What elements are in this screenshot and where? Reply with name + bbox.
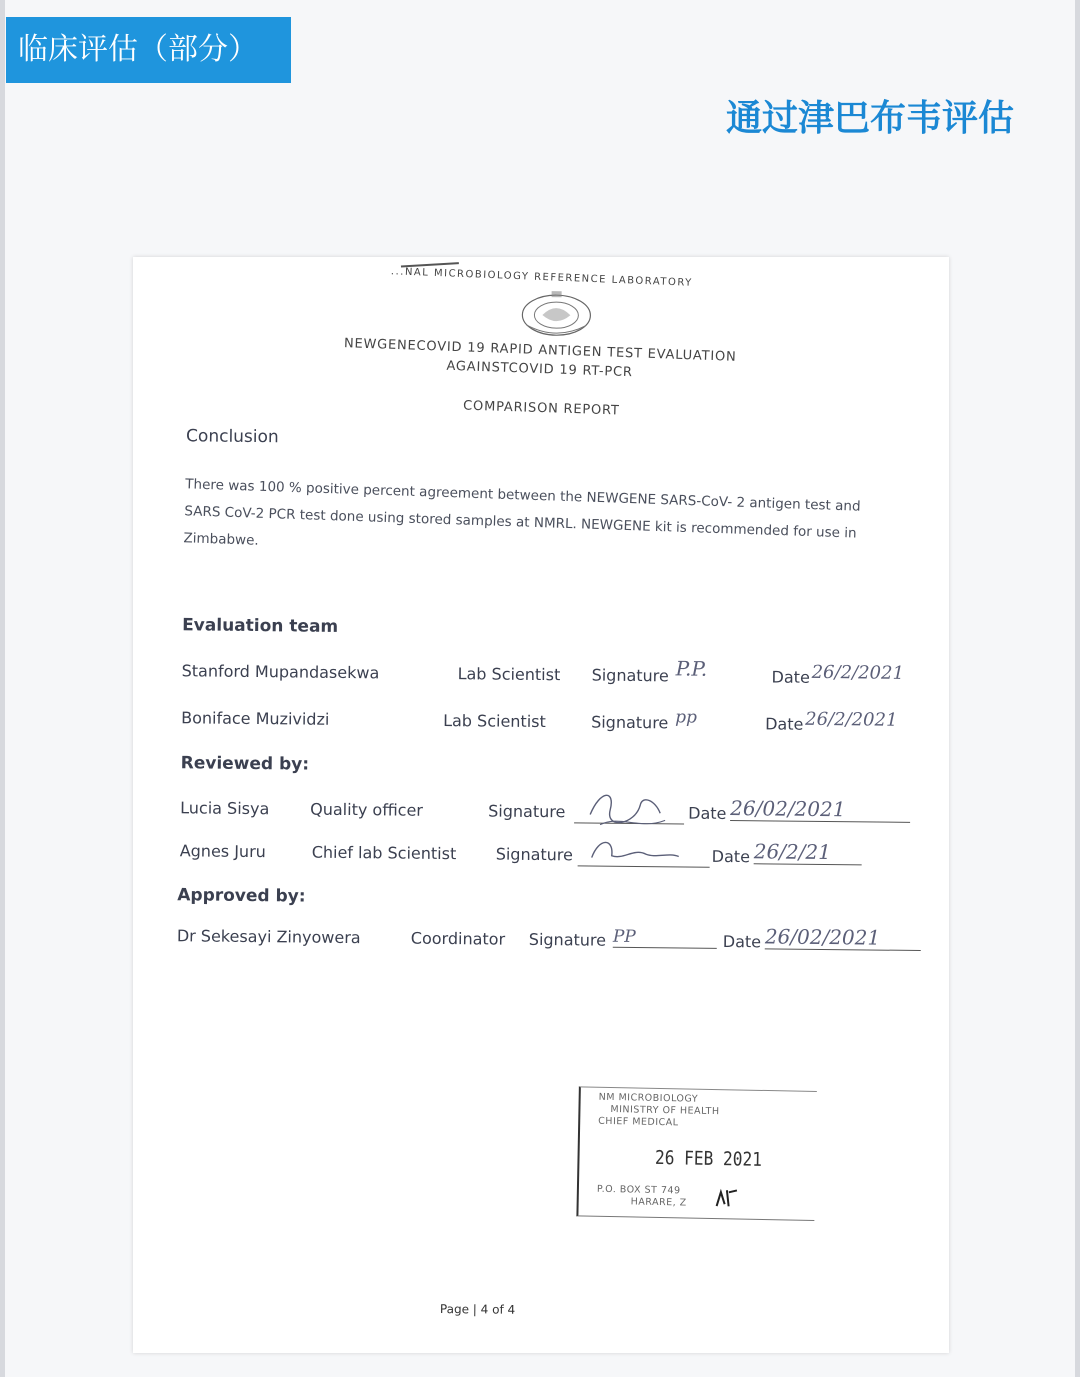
handwritten-signature: pp (675, 707, 698, 728)
stamp-line-1: NM MICROBIOLOGY (598, 1091, 699, 1105)
date-label: Date (771, 667, 810, 687)
stamp-date: 26 FEB 2021 (654, 1146, 763, 1171)
member-role: Lab Scientist (443, 711, 546, 732)
conclusion-heading: Conclusion (185, 426, 279, 448)
signature-label: Signature (591, 712, 669, 733)
evaluation-row-2 (181, 708, 941, 746)
conclusion-text: There was 100 % positive percent agreement between the NEWGENE SARS-CoV- 2 antigen test and SARS CoV-2 PCR test done using stored samples at NMRL. NEWGENE kit is recommended for use in Zimbabwe. (183, 476, 861, 549)
member-role: Lab Scientist (457, 664, 561, 685)
date-label: Date (722, 931, 762, 952)
reviewer-row-1 (180, 798, 940, 836)
signature-label: Signature (495, 844, 574, 865)
stamp-city: HARARE, Z (630, 1196, 687, 1209)
reviewer-name: Agnes Juru (179, 841, 266, 862)
signature-label: Signature (528, 929, 607, 950)
page-number: Page | 4 of 4 (439, 1302, 516, 1317)
approver-name: Dr Sekesayi Zinyowera (176, 926, 361, 948)
lab-header: ...NAL MICROBIOLOGY REFERENCE LABORATORY (390, 266, 693, 289)
report-title (309, 333, 770, 387)
handwritten-date: 26/2/21 (754, 839, 862, 865)
stamp-line-3: CHIEF MEDICAL (598, 1115, 679, 1129)
official-stamp (576, 1086, 816, 1221)
handwritten-date: 26/2/2021 (805, 708, 898, 731)
scanned-document (133, 257, 949, 1353)
date-label: Date (765, 714, 804, 734)
signature-scribble-icon (580, 784, 671, 835)
date-label: Date (711, 846, 751, 867)
signature-label: Signature (488, 801, 566, 822)
stamp-line-2: MINISTRY OF HEALTH (610, 1104, 720, 1118)
reviewed-heading: Reviewed by: (180, 753, 310, 775)
report-subtitle: COMPARISON REPORT (462, 398, 620, 419)
right-border (1075, 0, 1080, 1377)
approved-heading: Approved by: (177, 885, 306, 907)
slide-heading: 通过津巴布韦评估 (725, 98, 1014, 139)
date-label: Date (688, 803, 727, 823)
reviewer-role: Chief lab Scientist (311, 842, 457, 864)
approver-row (177, 926, 937, 964)
approver-role: Coordinator (410, 928, 506, 949)
report-title-line-2: AGAINSTCOVID 19 RT-PCR (446, 358, 633, 381)
reviewer-name: Lucia Sisya (180, 798, 270, 819)
coat-of-arms-icon (518, 289, 595, 342)
handwritten-signature: PP (613, 927, 717, 949)
handwritten-date: 26/02/2021 (730, 796, 910, 823)
handwritten-date: 26/2/2021 (811, 661, 905, 684)
handwritten-date: 26/02/2021 (765, 924, 921, 951)
stamp-box: P.O. BOX ST 749 (596, 1183, 681, 1197)
signature-scribble-icon (584, 829, 684, 870)
reviewer-row-2 (180, 841, 940, 879)
reviewer-role: Quality officer (310, 799, 424, 820)
evaluation-row-1 (181, 656, 941, 699)
signature-label: Signature (591, 665, 669, 686)
member-name: Boniface Muzividzi (181, 708, 330, 729)
stamp-initials-icon (713, 1186, 743, 1211)
handwritten-signature: P.P. (675, 656, 708, 681)
member-name: Stanford Mupandasekwa (181, 661, 380, 683)
report-title-line-1: NEWGENECOVID 19 RAPID ANTIGEN TEST EVALUATION (343, 336, 737, 365)
left-border (0, 0, 5, 1377)
section-tag: 临床评估（部分） (6, 17, 291, 83)
evaluation-heading: Evaluation team (182, 615, 339, 637)
